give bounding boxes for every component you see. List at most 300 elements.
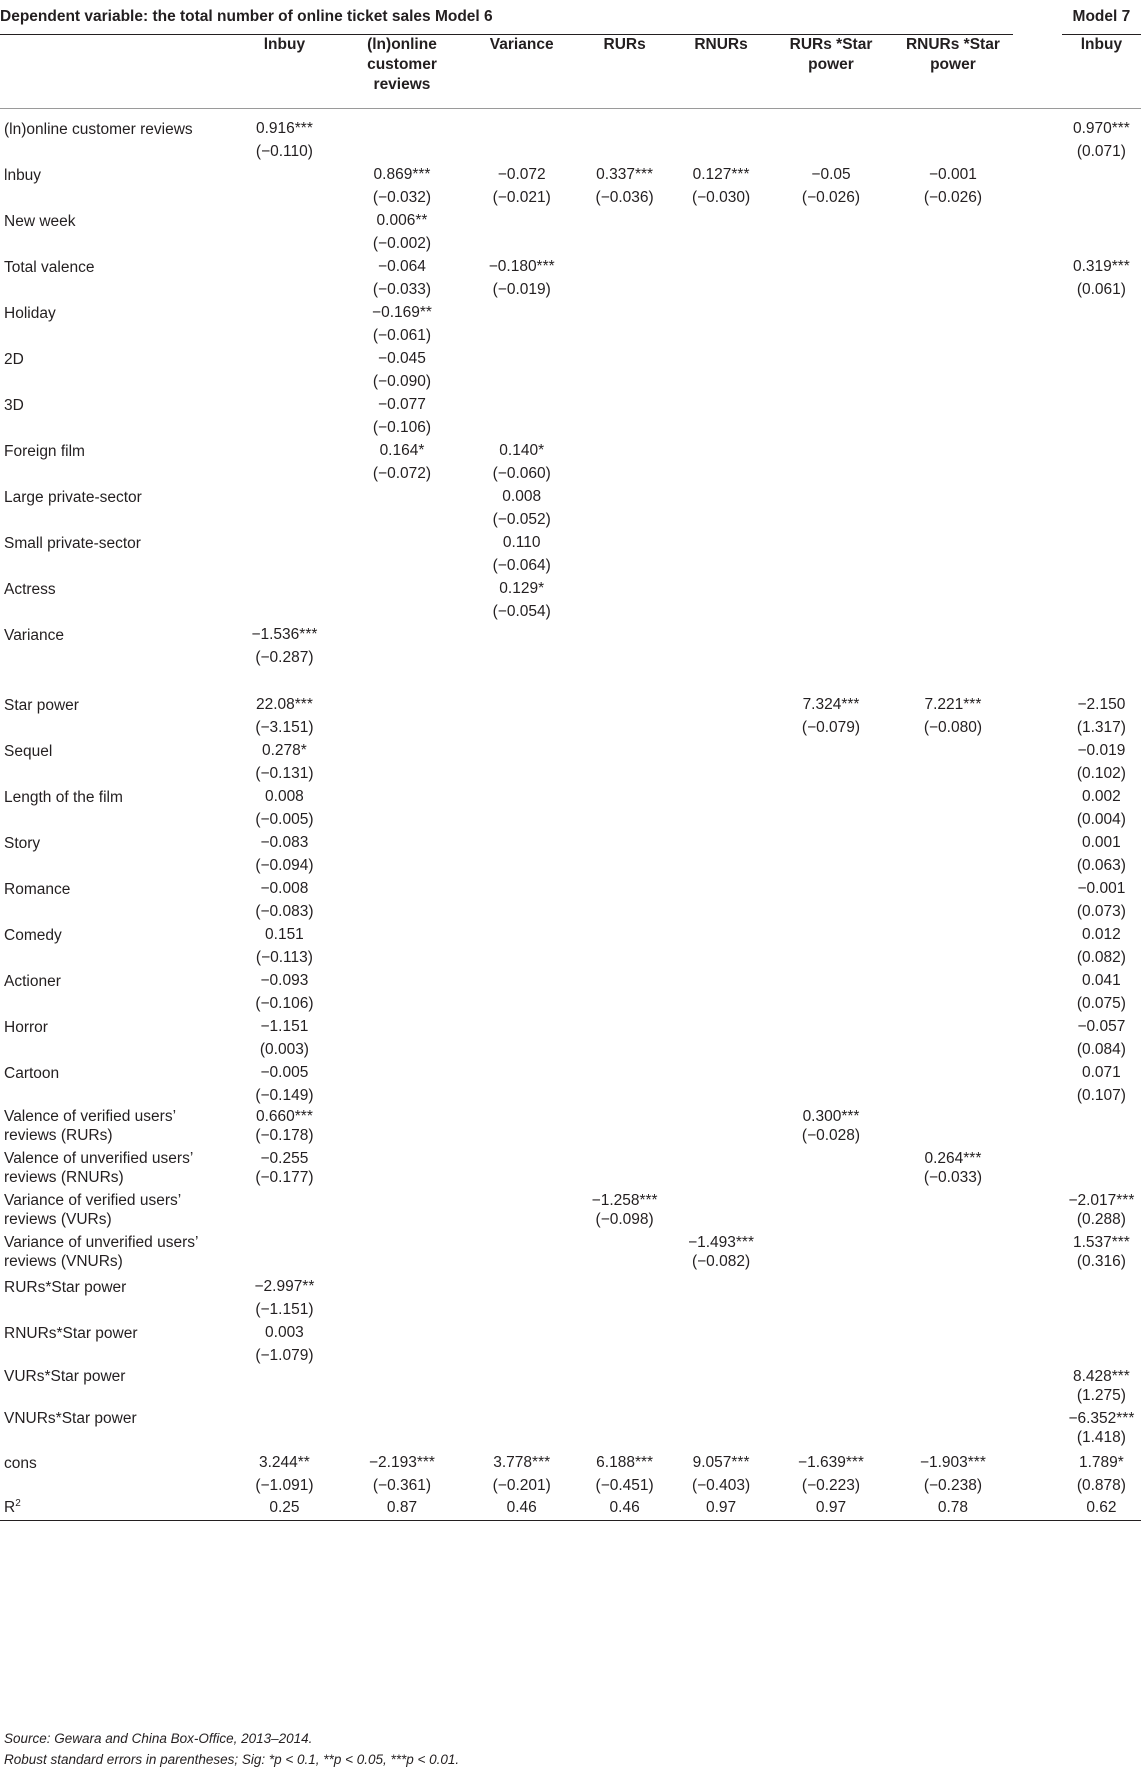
value-cell — [467, 1451, 576, 1497]
value-cell — [769, 1107, 893, 1149]
gap-cell — [1013, 439, 1062, 485]
table-row — [0, 1451, 1141, 1497]
value-cell — [769, 577, 893, 623]
gap-cell — [1013, 877, 1062, 923]
row-label: cons — [4, 1455, 37, 1472]
coef-value: 0.012 — [1082, 926, 1121, 943]
value-cell — [769, 485, 893, 531]
value-cell — [232, 693, 337, 739]
se-value: (−0.223) — [801, 1477, 861, 1494]
table-row — [0, 1061, 1141, 1107]
coef-value: 0.660*** — [255, 1108, 313, 1125]
se-value: (0.061) — [1076, 281, 1126, 298]
value-cell — [576, 163, 672, 209]
value-cell — [673, 439, 769, 485]
value-cell — [467, 1107, 576, 1149]
value-cell — [673, 1061, 769, 1107]
gap-cell — [1013, 531, 1062, 577]
value-cell — [576, 1149, 672, 1191]
value-cell — [673, 1451, 769, 1497]
coef-value: 22.08*** — [255, 696, 313, 713]
coef-value: −2.997** — [254, 1278, 315, 1295]
gap-cell — [1013, 1233, 1062, 1275]
table-row — [0, 1191, 1141, 1233]
value-cell — [893, 1149, 1013, 1191]
se-value: (−0.110) — [255, 143, 313, 160]
value-cell — [232, 485, 337, 531]
coef-value: 3.244** — [258, 1454, 310, 1471]
se-value: (−0.028) — [801, 1127, 861, 1144]
value-cell — [769, 347, 893, 393]
r2-value: 0.97 — [673, 1497, 769, 1520]
column-header: RNURs — [673, 35, 769, 109]
r2-value: 0.62 — [1062, 1497, 1141, 1520]
value-cell — [232, 531, 337, 577]
se-value: (−0.002) — [372, 235, 432, 252]
se-value: (1.275) — [1076, 1387, 1126, 1404]
value-cell — [769, 163, 893, 209]
value-cell — [337, 209, 467, 255]
value-cell — [576, 1275, 672, 1321]
value-cell — [337, 1321, 467, 1367]
value-cell — [673, 1149, 769, 1191]
se-value: (0.003) — [259, 1041, 309, 1058]
r2-superscript: 2 — [15, 1497, 21, 1509]
source-note: Source: Gewara and China Box-Office, 2013–2014. — [4, 1731, 313, 1746]
value-cell — [467, 301, 576, 347]
value-cell — [769, 301, 893, 347]
value-cell — [337, 831, 467, 877]
row-label: Actress — [4, 581, 56, 598]
se-value: (0.288) — [1076, 1211, 1126, 1228]
value-cell — [232, 1409, 337, 1451]
value-cell — [576, 1367, 672, 1409]
value-cell — [1062, 785, 1141, 831]
value-cell — [337, 117, 467, 163]
r2-label — [0, 1497, 232, 1520]
value-cell — [576, 831, 672, 877]
se-value: (−3.151) — [255, 719, 314, 736]
value-cell — [232, 209, 337, 255]
table-row — [0, 739, 1141, 785]
coef-value: 0.110 — [502, 534, 541, 551]
value-cell — [576, 969, 672, 1015]
value-cell — [337, 1451, 467, 1497]
coef-value: −0.001 — [1077, 880, 1126, 897]
value-cell — [769, 831, 893, 877]
value-cell — [232, 969, 337, 1015]
coef-value: −0.008 — [260, 880, 309, 897]
se-value: (−0.036) — [595, 189, 654, 206]
value-cell — [576, 485, 672, 531]
coef-value: 0.970*** — [1072, 120, 1130, 137]
value-cell — [232, 923, 337, 969]
se-value: (−0.033) — [372, 281, 432, 298]
value-cell — [673, 1233, 769, 1275]
value-cell — [893, 163, 1013, 209]
table-row — [0, 969, 1141, 1015]
value-cell — [337, 163, 467, 209]
value-cell — [673, 163, 769, 209]
se-value: (0.071) — [1076, 143, 1126, 160]
row-label: Actioner — [4, 973, 61, 990]
coef-value: 1.537*** — [1072, 1234, 1130, 1251]
row-label: Comedy — [4, 927, 62, 944]
r2-value: 0.46 — [576, 1497, 672, 1520]
value-cell — [673, 785, 769, 831]
value-cell — [769, 1061, 893, 1107]
se-value: (0.082) — [1076, 949, 1126, 966]
value-cell — [893, 485, 1013, 531]
value-cell — [337, 1015, 467, 1061]
se-value: (−0.064) — [492, 557, 551, 574]
value-cell — [1062, 531, 1141, 577]
model7-label: Model 7 — [1062, 0, 1141, 35]
coef-value: 0.278* — [262, 742, 307, 759]
r2-value: 0.46 — [467, 1497, 576, 1520]
coef-value: 0.006** — [376, 212, 428, 229]
value-cell — [673, 1367, 769, 1409]
se-value: (−0.083) — [255, 903, 314, 920]
table-row — [0, 785, 1141, 831]
value-cell — [769, 923, 893, 969]
value-cell — [337, 969, 467, 1015]
value-cell — [467, 439, 576, 485]
row-label: Valence of verified users’ reviews (RURs) — [4, 1108, 176, 1144]
header-gap — [1013, 35, 1062, 109]
gap-cell — [1013, 1107, 1062, 1149]
r2-value: 0.87 — [337, 1497, 467, 1520]
value-cell — [1062, 1409, 1141, 1451]
value-cell — [232, 831, 337, 877]
gap-cell — [1013, 117, 1062, 163]
value-cell — [893, 1367, 1013, 1409]
row-label: Large private-sector — [4, 489, 142, 506]
coef-value: 0.127*** — [692, 166, 750, 183]
value-cell — [769, 693, 893, 739]
value-cell — [673, 1275, 769, 1321]
coef-value: 6.188*** — [596, 1454, 654, 1471]
value-cell — [337, 739, 467, 785]
coef-value: 0.071 — [1082, 1064, 1121, 1081]
se-value: (−0.106) — [255, 995, 314, 1012]
value-cell — [467, 831, 576, 877]
se-value: (−0.451) — [595, 1477, 654, 1494]
value-cell — [893, 923, 1013, 969]
value-cell — [1062, 255, 1141, 301]
value-cell — [467, 1275, 576, 1321]
value-cell — [467, 623, 576, 669]
se-value: (−0.238) — [923, 1477, 982, 1494]
value-cell — [337, 1107, 467, 1149]
se-value: (−0.060) — [492, 465, 551, 482]
se-value: (−0.201) — [492, 1477, 551, 1494]
value-cell — [576, 531, 672, 577]
value-cell — [1062, 485, 1141, 531]
se-value: (−0.054) — [492, 603, 551, 620]
value-cell — [1062, 1149, 1141, 1191]
table-row — [0, 393, 1141, 439]
value-cell — [467, 163, 576, 209]
value-cell — [467, 1015, 576, 1061]
table-row — [0, 877, 1141, 923]
value-cell — [1062, 1191, 1141, 1233]
spacer-row — [0, 109, 1141, 118]
row-label: 2D — [4, 351, 24, 368]
se-value: (−0.149) — [255, 1087, 314, 1104]
se-value: (0.878) — [1076, 1477, 1126, 1494]
value-cell — [467, 1191, 576, 1233]
table-row — [0, 1321, 1141, 1367]
se-value: (−0.021) — [492, 189, 551, 206]
value-cell — [337, 1367, 467, 1409]
table-row — [0, 1367, 1141, 1409]
gap-cell — [1013, 785, 1062, 831]
gap-cell — [1013, 831, 1062, 877]
se-value: (−0.113) — [255, 949, 313, 966]
se-value: (−0.026) — [801, 189, 861, 206]
coef-value: 0.002 — [1082, 788, 1121, 805]
value-cell — [673, 1321, 769, 1367]
value-cell — [337, 347, 467, 393]
se-value: (0.004) — [1076, 811, 1126, 828]
row-label: VURs*Star power — [4, 1368, 126, 1385]
se-value: (−0.177) — [255, 1169, 314, 1186]
value-cell — [673, 209, 769, 255]
table-row — [0, 1275, 1141, 1321]
table-title: Dependent variable: the total number of online ticket sales Model 6 — [0, 0, 1013, 35]
se-value: (−0.052) — [492, 511, 551, 528]
value-cell — [576, 393, 672, 439]
se-value: (−1.079) — [255, 1347, 314, 1364]
value-cell — [673, 531, 769, 577]
table-row — [0, 1107, 1141, 1149]
value-cell — [1062, 1451, 1141, 1497]
value-cell — [232, 1321, 337, 1367]
gap-cell — [1013, 693, 1062, 739]
se-value: (−0.098) — [595, 1211, 654, 1228]
coef-value: 0.003 — [265, 1324, 304, 1341]
gap-cell — [1013, 209, 1062, 255]
row-label: RNURs*Star power — [4, 1325, 138, 1342]
row-label: New week — [4, 213, 76, 230]
se-value: (0.107) — [1076, 1087, 1126, 1104]
value-cell — [1062, 923, 1141, 969]
value-cell — [769, 1233, 893, 1275]
value-cell — [576, 1107, 672, 1149]
value-cell — [893, 255, 1013, 301]
value-cell — [673, 1015, 769, 1061]
value-cell — [1062, 877, 1141, 923]
row-label: Romance — [4, 881, 71, 898]
table-row — [0, 1149, 1141, 1191]
coef-value: −0.169** — [372, 304, 432, 321]
value-cell — [893, 439, 1013, 485]
se-value: (−0.079) — [801, 719, 861, 736]
se-value: (−0.032) — [372, 189, 432, 206]
table-notes — [4, 1728, 459, 1770]
value-cell — [232, 1107, 337, 1149]
row-label: Small private-sector — [4, 535, 141, 552]
value-cell — [769, 393, 893, 439]
value-cell — [576, 877, 672, 923]
value-cell — [893, 117, 1013, 163]
value-cell — [467, 969, 576, 1015]
value-cell — [467, 531, 576, 577]
value-cell — [673, 831, 769, 877]
value-cell — [576, 255, 672, 301]
r2-letter: R — [4, 1499, 16, 1516]
coef-value: −1.639*** — [798, 1454, 864, 1471]
gap-cell — [1013, 1451, 1062, 1497]
table-row — [0, 117, 1141, 163]
row-label: Cartoon — [4, 1065, 60, 1082]
value-cell — [769, 1275, 893, 1321]
se-value: (−0.094) — [255, 857, 314, 874]
gap-cell — [1013, 1367, 1062, 1409]
value-cell — [893, 969, 1013, 1015]
value-cell — [769, 1191, 893, 1233]
row-label: Valence of unverified users’ reviews (RNURs) — [4, 1150, 193, 1186]
value-cell — [337, 577, 467, 623]
table-row — [0, 831, 1141, 877]
row-label: Variance of unverified users’ reviews (VNURs) — [4, 1234, 198, 1270]
value-cell — [893, 739, 1013, 785]
value-cell — [467, 877, 576, 923]
value-cell — [337, 1233, 467, 1275]
value-cell — [232, 1015, 337, 1061]
value-cell — [893, 877, 1013, 923]
coef-value: 3.778*** — [493, 1454, 551, 1471]
value-cell — [1062, 1275, 1141, 1321]
value-cell — [1062, 117, 1141, 163]
se-value: (0.063) — [1076, 857, 1126, 874]
table-row — [0, 1409, 1141, 1451]
value-cell — [673, 393, 769, 439]
gap-cell — [1013, 393, 1062, 439]
value-cell — [576, 739, 672, 785]
gap-row — [0, 669, 1141, 693]
coef-value: −0.005 — [260, 1064, 309, 1081]
value-cell — [467, 1233, 576, 1275]
coef-value: 0.319*** — [1072, 258, 1130, 275]
value-cell — [769, 1149, 893, 1191]
value-cell — [1062, 693, 1141, 739]
value-cell — [337, 785, 467, 831]
header-row-title — [0, 0, 1141, 35]
value-cell — [576, 1409, 672, 1451]
value-cell — [467, 1367, 576, 1409]
coef-value: −0.072 — [497, 166, 546, 183]
value-cell — [673, 117, 769, 163]
value-cell — [232, 117, 337, 163]
coef-value: −0.057 — [1077, 1018, 1126, 1035]
se-value: (−0.019) — [492, 281, 551, 298]
column-header: RURs — [576, 35, 672, 109]
value-cell — [1062, 969, 1141, 1015]
gap-cell — [1013, 969, 1062, 1015]
r2-value: 0.78 — [893, 1497, 1013, 1520]
table-row — [0, 577, 1141, 623]
table-row — [0, 1233, 1141, 1275]
value-cell — [893, 577, 1013, 623]
value-cell — [232, 163, 337, 209]
value-cell — [232, 1233, 337, 1275]
column-header: lnbuy — [232, 35, 337, 109]
gap-cell — [1013, 1191, 1062, 1233]
se-value: (0.084) — [1076, 1041, 1126, 1058]
value-cell — [1062, 577, 1141, 623]
coef-value: 0.041 — [1082, 972, 1121, 989]
coef-value: −1.903*** — [919, 1454, 986, 1471]
value-cell — [1062, 163, 1141, 209]
gap-cell — [1013, 1321, 1062, 1367]
value-cell — [232, 877, 337, 923]
gap-cell — [1013, 923, 1062, 969]
value-cell — [337, 877, 467, 923]
value-cell — [467, 739, 576, 785]
coef-value: −2.150 — [1077, 696, 1126, 713]
value-cell — [1062, 347, 1141, 393]
value-cell — [467, 255, 576, 301]
value-cell — [467, 1149, 576, 1191]
se-value: (0.073) — [1076, 903, 1126, 920]
value-cell — [337, 439, 467, 485]
value-cell — [467, 785, 576, 831]
value-cell — [893, 785, 1013, 831]
coef-value: −0.001 — [928, 166, 977, 183]
value-cell — [232, 255, 337, 301]
value-cell — [769, 1409, 893, 1451]
table-row — [0, 209, 1141, 255]
value-cell — [337, 693, 467, 739]
value-cell — [769, 739, 893, 785]
value-cell — [576, 1233, 672, 1275]
value-cell — [337, 1275, 467, 1321]
value-cell — [337, 393, 467, 439]
column-header: RNURs *Star power — [893, 35, 1013, 109]
value-cell — [232, 623, 337, 669]
value-cell — [232, 577, 337, 623]
value-cell — [337, 531, 467, 577]
coef-value: 0.916*** — [255, 120, 313, 137]
coef-value: −0.05 — [811, 166, 851, 183]
value-cell — [232, 1191, 337, 1233]
value-cell — [673, 485, 769, 531]
value-cell — [576, 117, 672, 163]
coef-value: 0.151 — [265, 926, 304, 943]
coef-value: 0.129* — [499, 580, 545, 597]
value-cell — [232, 439, 337, 485]
value-cell — [232, 785, 337, 831]
coef-value: 0.264*** — [924, 1150, 982, 1167]
se-value: (−0.106) — [372, 419, 432, 436]
se-value: (−0.090) — [372, 373, 432, 390]
coef-value: 7.221*** — [924, 696, 982, 713]
value-cell — [232, 1367, 337, 1409]
value-cell — [673, 923, 769, 969]
value-cell — [673, 877, 769, 923]
r2-value: 0.97 — [769, 1497, 893, 1520]
value-cell — [1062, 1233, 1141, 1275]
row-label: Variance — [4, 627, 65, 644]
table-row — [0, 531, 1141, 577]
value-cell — [769, 439, 893, 485]
value-cell — [1062, 1367, 1141, 1409]
gap-cell — [1013, 577, 1062, 623]
row-label: Variance of verified users’ reviews (VURs) — [4, 1192, 181, 1228]
row-label: RURs*Star power — [4, 1279, 127, 1296]
